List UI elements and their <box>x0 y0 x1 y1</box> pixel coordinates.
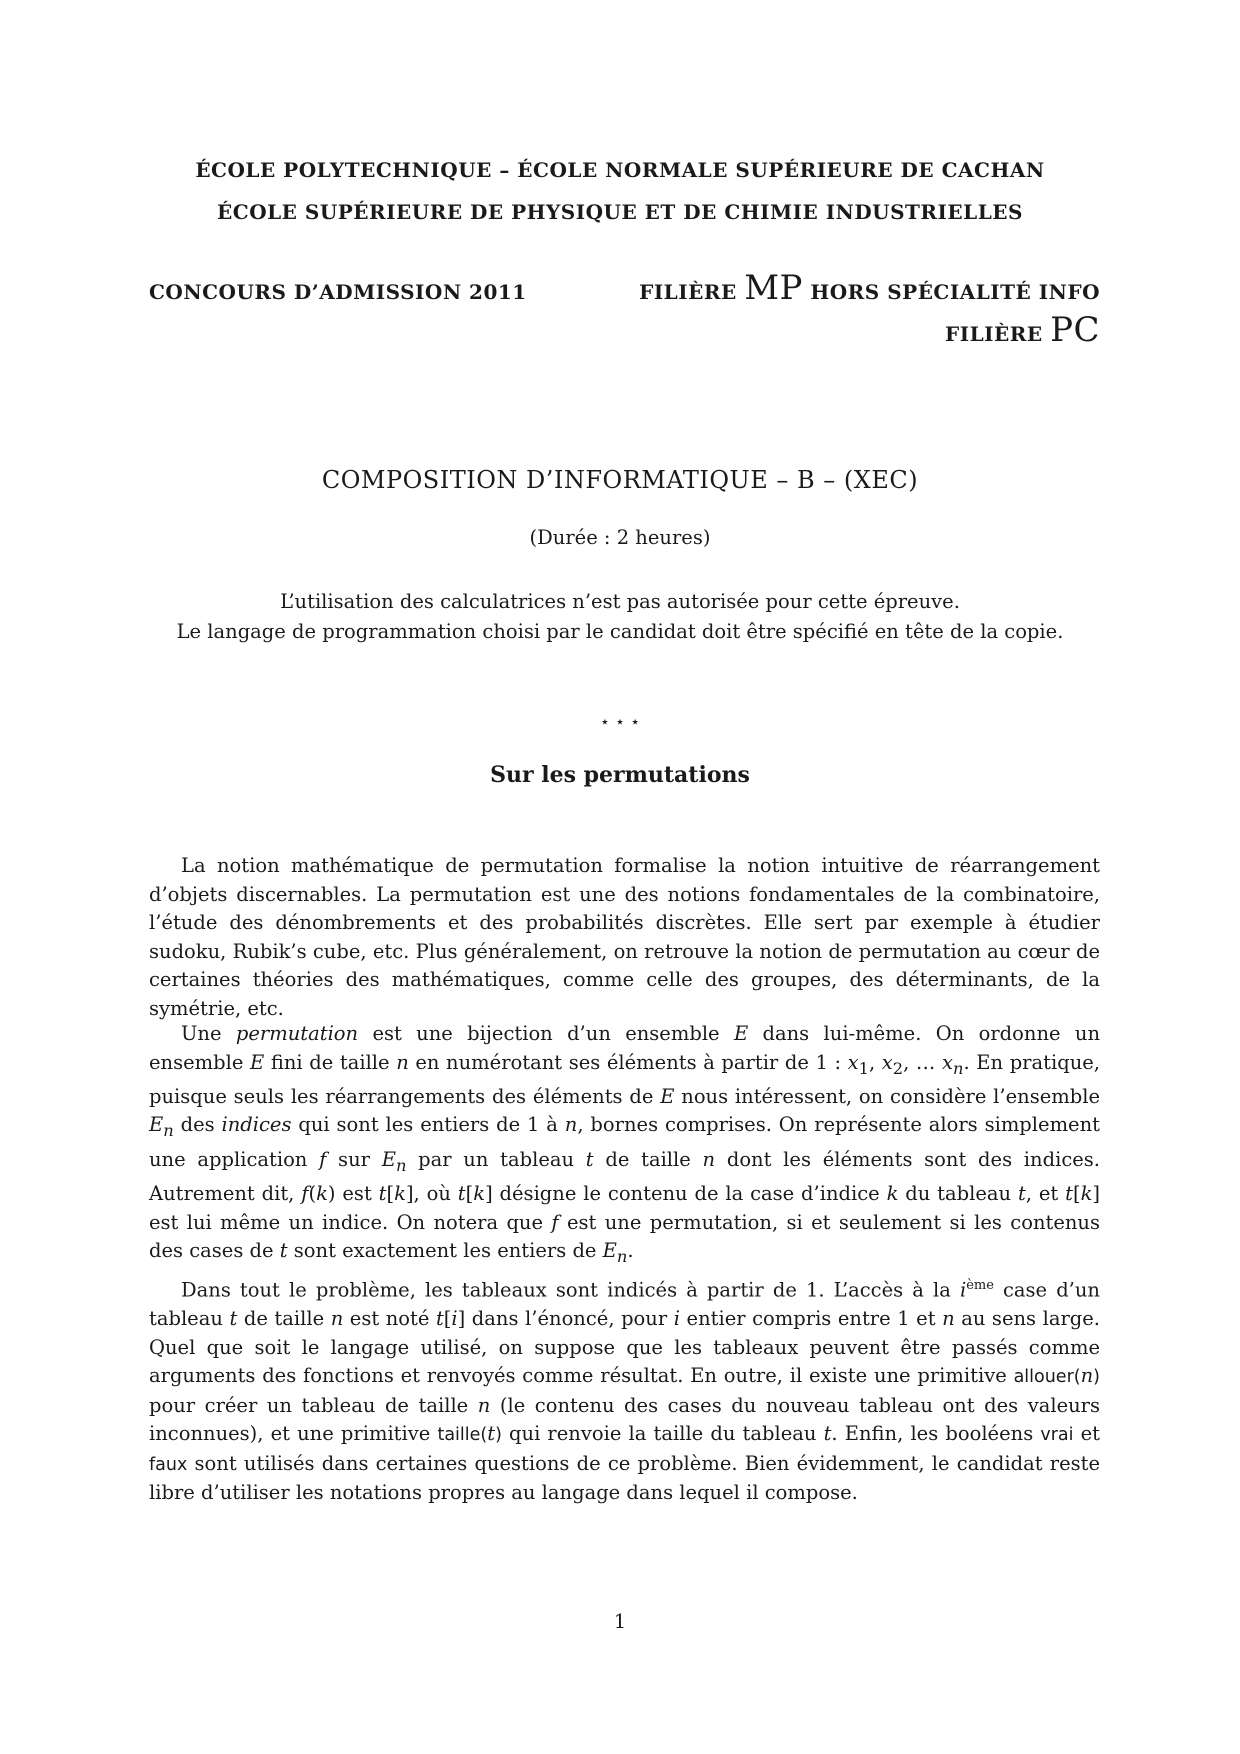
page-number: 1 <box>613 1610 627 1633</box>
filiere-prefix: FILIÈRE <box>639 280 737 304</box>
section-title: Sur les permutations <box>490 762 750 788</box>
paragraph-definition-text: Une permutation est une bijection d’un ensemble E dans lui-même. On ordonne un ensemble E fini de taille n en numérotant ses éléments à partir de 1 : $x_1$, $x_2$, … $x_n$. En pratique, puisque seuls les réarrangements des éléments de E nous intéressent, on considère l’ensemble $E_n$ des indices qui sont les entiers de 1 à n, bornes comprises. On représente alors simplement une application f sur $E_n$ par un tableau t de taille n dont les éléments sont des indices. Autrement dit, f(k) est t[k], où t[k] désigne le contenu de la case d’indice k du tableau t, et t[k] est lui même un indice. On notera que f est une permutation, si et seulement si les contenus des cases de t sont exactement les entiers de $E_n$. <box>149 1022 1101 1267</box>
paragraph-conventions <box>149 1272 1100 1508</box>
filiere-code-pc: PC <box>1050 310 1100 350</box>
header-line-1: ÉCOLE POLYTECHNIQUE – ÉCOLE NORMALE SUPÉRIEURE DE CACHAN <box>195 158 1045 182</box>
paragraph-definition <box>149 1020 1100 1272</box>
duration: (Durée : 2 heures) <box>529 526 711 549</box>
paragraph-intro-text: La notion mathématique de permutation formalise la notion intuitive de réarrangement d’objets discernables. La permutation est une des notions fondamentales de la combinatoire, l’étude des dénombrements et des probabilités discrètes. Elle sert par exemple à étudier sudoku, Rubik’s cube, etc. Plus généralement, on retrouve la notion de permutation au cœur de certaines théories des mathématiques, comme celle des groupes, des déterminants, de la symétrie, etc. <box>149 854 1100 1020</box>
stars-separator: ⋆ ⋆ ⋆ <box>599 712 641 731</box>
concours-label: CONCOURS D’ADMISSION 2011 <box>149 280 527 304</box>
paragraph-conventions-text: Dans tout le problème, les tableaux sont indicés à partir de 1. L’accès à la $i^{ème}$ case d’un tableau t de taille n est noté t[i] dans l’énoncé, pour i entier compris entre 1 et n au sens large. Quel que soit le langage utilisé, on suppose que les tableaux peuvent être passés comme arguments des fonctions et renvoyés comme résultat. En outre, il existe une primitive allouer(n) pour créer un tableau de taille n (le contenu des cases du nouveau tableau ont des valeurs inconnues), et une primitive taille(t) qui renvoie la taille du tableau t. Enfin, les booléens vrai et faux sont utilisés dans certaines questions de ce problème. Bien évidemment, le candidat reste libre d’utiliser les notations propres au langage dans lequel il compose. <box>149 1278 1100 1504</box>
note-calculators: L’utilisation des calculatrices n’est pas autorisée pour cette épreuve. <box>280 590 960 613</box>
note-language: Le langage de programmation choisi par le candidat doit être spécifié en tête de la copie. <box>176 620 1064 643</box>
filiere-pc <box>945 310 1100 350</box>
filiere-mp <box>639 268 1100 308</box>
filiere-suffix: HORS SPÉCIALITÉ INFO <box>810 280 1100 304</box>
header-line-2: ÉCOLE SUPÉRIEURE DE PHYSIQUE ET DE CHIMIE INDUSTRIELLES <box>217 200 1023 224</box>
filiere-prefix-2: FILIÈRE <box>945 322 1043 346</box>
filiere-code-mp: MP <box>744 268 803 308</box>
paragraph-intro <box>149 852 1100 1023</box>
composition-title: COMPOSITION D’INFORMATIQUE – B – (XEC) <box>321 466 919 494</box>
